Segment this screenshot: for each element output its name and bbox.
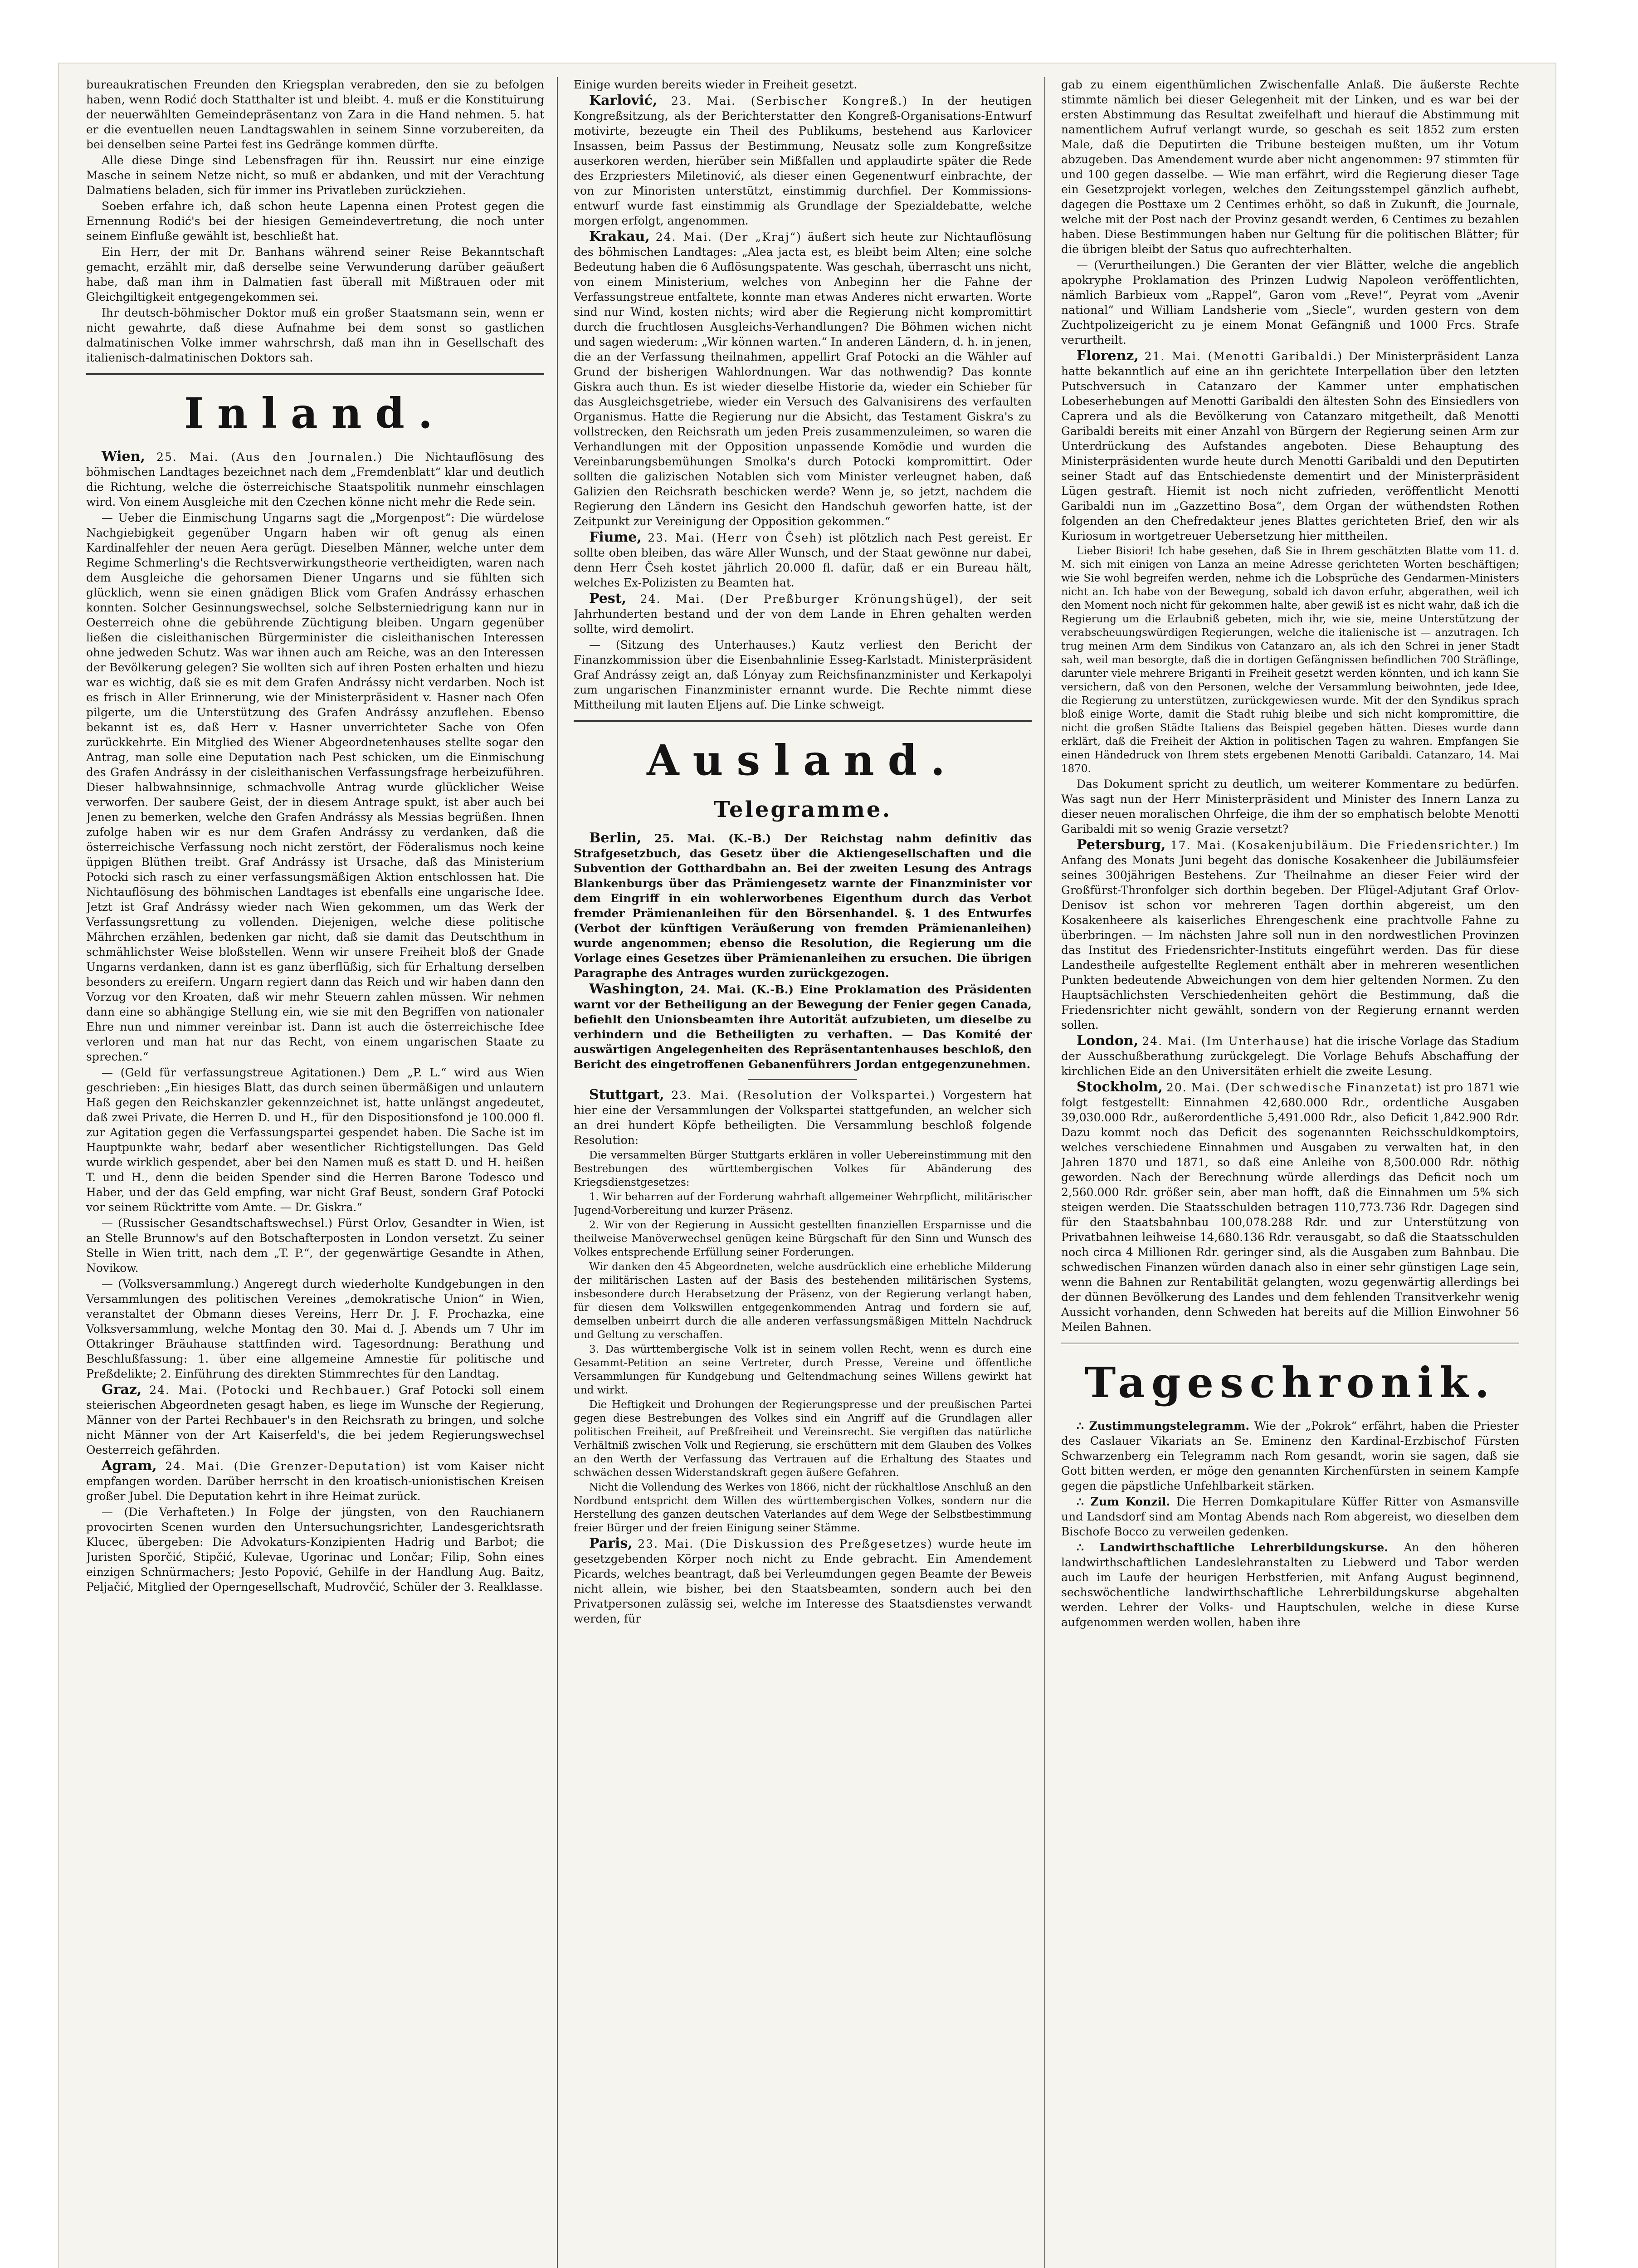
- section-heading-tageschronik: Tageschronik.: [1084, 1358, 1496, 1407]
- chronicle-text: Wie der „Pokrok“ erfährt, haben die Priester des Caslauer Vikariats an Se. Eminenz den Kardinal-Erzbischof Fürsten Schwarzenberg ein Telegramm nach Rom gesandt, worin sie sagen, daß sie Gott bitten werden, er möge den genannten Kirchenfürsten in seinem Kampfe gegen die päpstliche Unfehlbarkeit stärken.: [1061, 1419, 1519, 1492]
- dateline-date: 21. Mai. (Menotti Garibaldi.): [1144, 350, 1343, 363]
- dateline-place: Petersburg,: [1077, 837, 1166, 853]
- news-item: [1061, 1033, 1519, 1079]
- dateline-date: 24. Mai. (Der Preßburger Krönungshügel),: [640, 592, 964, 606]
- news-text: Vorgestern hat hier eine der Versammlungen der Volkspartei stattgefunden, an welcher sich an drei hundert Köpfe betheiligten. Die Versammlung beschloß folgende Resolution:: [574, 1089, 1032, 1147]
- news-item: [1061, 1080, 1519, 1334]
- resolution-text: Nicht die Vollendung des Werkes von 1866, nicht der rückhaltlose Anschluß an den Nordbund entspricht dem Willen des württembergischen Volkes, sondern nur die Herstellung des ganzen deutschen Vaterlandes auf dem Wege der Selbstbestimmung freier Bürger und der freien Einigung seiner Stämme.: [574, 1481, 1032, 1534]
- dateline-place: Stuttgart,: [589, 1087, 664, 1103]
- dateline-date: 23. Mai. (Resolution der Volkspartei.): [671, 1089, 936, 1102]
- news-item: [574, 93, 1032, 228]
- news-item: [86, 1382, 544, 1457]
- news-text: Graf Potocki soll einem steierischen Abgeordneten gesagt haben, es liege im Wunsche der Regierung, Männer von der Partei Rechbauer's in den Reichsrath zu bringen, und solche nicht Männer von der Art Kaiserfeld's, die bei jedem Regierungswechsel Oesterreich gefährden.: [86, 1383, 544, 1457]
- news-text: ist pro 1871 wie folgt festgestellt: Einnahmen 42,680.000 Rdr., ordentliche Ausgaben 39,030.000 Rdr., außerordentliche 5,491.000 Rdr., also Deficit 1,842.900 Rdr. Dazu kommt noch das Deficit des sogenannten Reichsschuldkomptoirs, welches verschiedene Einnahmen und Ausgaben zu verwalten hat, in den Jahren 1870 und 1871, so daß eine Anleihe von 8,500.000 Rdr. nöthig geworden. Nach der Berechnung würde allerdings das Deficit noch um 2,560.000 Rdr. größer sein, aber man hofft, daß die Einnahmen um 5% sich steigen werden. Die Staatsschulden betragen 110,773.736 Rdr. Dagegen sind für den Staatsbahnbau 100,078.288 Rdr. und zur Unterstützung von Privatbahnen leihweise 14,680.136 Rdr. verausgabt, so daß die Staatsschulden noch circa 4 Millionen Rdr. geringer sind, als die Ausgaben zum Bahnbau. Die schwedischen Finanzen würden danach also in einer sehr günstigen Lage sein, wenn die Bahnen zur Rentabilität gelangten, wozu gegenwärtig allerdings bei der dünnen Bevölkerung des Landes und dem fehlenden Transitverkehr wenig Aussicht vorhanden, denn Schweden hat bereits auf die Million Einwohner 56 Meilen Bahnen.: [1061, 1081, 1519, 1334]
- news-text: Die Nichtauflösung des böhmischen Landtages bezeichnet nach dem „Fremdenblatt“ klar und deutlich die Richtung, welche die österreichische Staatspolitik nunmehr einschlagen wird. Von einem Ausgleiche mit den Czechen könne nicht mehr die Rede sein.: [86, 450, 544, 508]
- news-item: — (Geld für verfassungstreue Agitationen.) Dem „P. L.“ wird aus Wien geschrieben: „Ein hiesiges Blatt, das durch seinen übermäßigen und unlautern Haß gegen den Reichskanzler gekennzeichnet ist, hatte unlängst angedeutet, daß zwei Private, die Herren D. und H., für den Dispositionsfond je 100.000 fl. zur Agitation gegen die Verfassungspartei gespendet haben. Die Sache ist im Hauptpunkte wahr, bedarf aber wesentlicher Richtigstellungen. Das Geld wurde wirklich gespendet, aber bei den Namen muß es statt D. und H. heißen T. und H., denn die beiden Spender sind die Herren Barone Todesco und Haber, und der das Geld empfing, war nicht Graf Beust, sondern Graf Potocki vor seinem Rücktritte vom Amte. — Dr. Giskra.“: [86, 1066, 544, 1214]
- chronicle-marker: ∴: [1077, 1541, 1100, 1554]
- news-text: hat die irische Vorlage das Stadium der Ausschußberathung zurückgelegt. Die Vorlage Behufs Abschaffung der kirchlichen Eide an den Universitäten erhielt die zweite Lesung.: [1061, 1035, 1519, 1078]
- dateline-place: Fiume,: [589, 529, 642, 545]
- news-text: In der heutigen Kongreßsitzung, als der Berichterstatter den Kongreß-Organisations-Entwurf motivirte, bezeugte ein Theil des Publikums, bestehend aus Karlovicer Insassen, beim Passus der Bestimmung, Neusatz solle zum Kongreßsitze auserkoren werden, hierüber sein Mißfallen und applaudirte später die Rede des Erzpriesters Miletinović, als dieser einen Gegenentwurf einbrachte, der von zur Minoristen unterstützt, einstimmig durchfiel. Der Kommissions-entwurf wurde fast einstimmig als Grundlage der Spezialdebatte, welche morgen erfolgt, angenommen.: [574, 94, 1032, 227]
- telegrams-heading: Telegramme.: [713, 797, 892, 822]
- section-rule: [1061, 1343, 1519, 1344]
- news-item: Das Dokument spricht zu deutlich, um weiterer Kommentare zu bedürfen. Was sagt nun der Herr Ministerpräsident und Minister des Innern Lanza zu dieser neuen moralischen Ohrfeige, die ihm der so emphatisch belobte Menotti Garibaldi mit so wenig Grazie versetzt?: [1061, 777, 1519, 836]
- news-item: [86, 1458, 544, 1504]
- dateline-place: Graz,: [102, 1382, 142, 1398]
- article-paragraph: Ihr deutsch-böhmischer Doktor muß ein großer Staatsmann sein, wenn er nicht gewahrte, daß diese Aufnahme bei dem sonst so gastlichen dalmatinischen Volke immer wahrschrsh, daß man ihn in Gesellschaft des italienisch-dalmatinischen Doktors sah.: [86, 306, 544, 364]
- dateline-place: Krakau,: [589, 229, 650, 244]
- resolution-text: 2. Wir von der Regierung in Aussicht gestellten finanziellen Ersparnisse und die theilweise Manöverwechsel genügen keine Bürgschaft für den Sinn und Wunsch des Volkes entsprechende Erfüllung seiner Forderungen.: [574, 1219, 1032, 1258]
- article-paragraph: Alle diese Dinge sind Lebensfragen für ihn. Reussirt nur eine einzige Masche in seinem Netze nicht, so muß er abdanken, und mit der Verachtung Dalmatiens beladen, sich für immer ins Privatleben zurückziehen.: [86, 154, 544, 197]
- news-item: — (Volksversammlung.) Angeregt durch wiederholte Kundgebungen in den Versammlungen des politischen Vereines „demokratische Union“ in Wien, veranstaltet der Obmann dieses Vereins, Herr Dr. J. F. Prochazka, eine Volksversammlung, welche Montag den 30. Mai d. J. Abends um 7 Uhr im Ottakringer Bräuhause stattfinden wird. Tagesordnung: Berathung und Beschlußfassung: 1. über eine allgemeine Amnestie für politische und Preßdelikte; 2. Einführung des direkten Stimmrechtes für den Landtag.: [86, 1277, 544, 1380]
- section-heading-ausland: Ausland.: [647, 736, 959, 785]
- dateline-date: 24. Mai. (Die Grenzer-Deputation): [165, 1460, 407, 1473]
- letter-text: Lieber Bisiori! Ich habe gesehen, daß Sie in Ihrem geschätzten Blatte vom 11. d. M. sich mit einigen von Lanza an meine Adresse gerichteten Worten beschäftigen; wie Sie wohl begreifen werden, nehme ich die Lobsprüche des Gendarmen-Ministers nicht an. Ich habe von der Bewegung, sobald ich davon erfuhr, abgerathen, weil ich den Moment noch nicht für gekommen halte, aber gewiß ist es nicht wahr, daß ich die Regierung um die Erlaubniß gebeten, mich ihr, wie sie, meine Unterstützung der verabscheuungswürdigen Regierungen, welche die italienische ist — anzutragen. Ich trug meinen Arm dem Sindikus von Catanzaro an, als ich den Schrei in jener Stadt sah, weil man besorgte, daß die in dortigen Gefängnissen befindlichen 700 Sträflinge, darunter viele mehrere Briganti in Freiheit gesetzt werden könnten, und ich kann Sie versichern, daß von den Personen, welche der Versammlung beiwohnten, jede Idee, die Regierung zu unterstützen, zurückgewiesen wurde. Mit der den Syndikus sprach bloß einige Worte, damit die Stadt ruhig bleibe und sich nicht kompromittire, die nicht die großen Städte Italiens das Beispiel gegeben hätten. Dieses wurde dann erklärt, daß die Freiheit der Aktion in politischen Tagen zu wahren. Empfangen Sie einen Händedruck von Ihrem stets ergebenen Menotti Garibaldi. Catanzaro, 14. Mai 1870.: [1061, 545, 1519, 775]
- dateline-place: Paris,: [589, 1535, 633, 1551]
- dateline-date: 25. Mai. (Aus den Journalen.): [156, 450, 383, 464]
- column-rule: [1044, 77, 1045, 2268]
- chronicle-text: Die Herren Domkapitulare Küffer Ritter von Asmansville und Landsdorf sind am Montag Abends nach Rom abgereist, wo dieselben dem Bischofe Bocco zu verweilen gedenken.: [1061, 1495, 1519, 1538]
- dateline-date: 20. Mai. (Der schwedische Finanzetat): [1166, 1081, 1423, 1094]
- dateline-date: 23. Mai. (Die Diskussion des Preßgesetzes): [638, 1537, 933, 1550]
- section-rule: [574, 720, 1032, 722]
- section-heading-inland: Inland.: [184, 389, 446, 438]
- news-item: [86, 449, 544, 509]
- dateline-place: Stockholm,: [1077, 1079, 1163, 1095]
- chronicle-item: [1061, 1494, 1519, 1539]
- news-item: [574, 530, 1032, 590]
- chronicle-item: [1061, 1418, 1519, 1493]
- news-item: [574, 1087, 1032, 1148]
- dateline-place: Washington,: [589, 981, 684, 997]
- dateline-place: Karlović,: [589, 93, 658, 108]
- section-rule: [86, 373, 544, 375]
- telegram-text: Der Reichstag nahm definitiv das Strafgesetzbuch, das Gesetz über die Aktiengesellschaften und die Subvention der Gotthardbahn an. Bei der zweiten Lesung des Antrags Blankenburgs über das Prämiengesetz warnte der Finanzminister vor dem Eingriff in ein wohlerworbenes Eigenthum durch das Verbot fremder Prämienanleihen für den Börsenhandel. §. 1 des Entwurfes (Verbot der künftigen Veräußerung von fremden Prämienanleihen) wurde angenommen; ebenso die Resolution, die Regierung um die Vorlage eines Gesetzes über Prämienanleihen zu ersuchen. Die übrigen Paragraphe des Antrages wurden zurückgezogen.: [574, 832, 1032, 980]
- article-paragraph: Einige wurden bereits wieder in Freiheit gesetzt.: [574, 78, 858, 91]
- newspaper-page: [59, 64, 1555, 2268]
- news-text: äußert sich heute zur Nichtauflösung des böhmischen Landtages: „Alea jacta est, es bleibt beim Alten; eine solche Bedeutung haben die 6 Auflösungspatente. Was geschah, überrascht uns nicht, von einem Ministerium, welches von Anbeginn her die Fahne der Verfassungstreue entfaltete, konnte man etwas Anderes nicht erwarten. Worte sind nur Wind, kosten nichts; wird aber die Regierung nicht kompromittirt durch die fruchtlosen Ausgleichs-Verhandlungen? Die Böhmen wichen nicht und sagen wiederum: „Wir können warten.“ In anderen Ländern, d. h. in jenen, die an der Verfassung theilnahmen, appellirt Graf Potocki an die Wähler auf Grund der bisherigen Wahlordnungen. War das nothwendig? Das konnte Giskra auch thun. Es ist wieder dieselbe Historie da, wieder ein Schieber für das Ausgleichsgetriebe, wieder ein Versuch des Galvanisirens des verfaulten Organismus. Hatte die Regierung nur die Absicht, das Testament Giskra's zu vollstrecken, den Reichsrath um jeden Preis zusammenzuleimen, so waren die Verhandlungen mit der Opposition unpassende Komödie und wurden die Vereinbarungsbemühungen Smolka's durch Potocki kompromittirt. Oder sollten die galizischen Notablen sich vom Minister verleugnet haben, daß Galizien den Reichsrath beschicken werde? Wenn je, so jetzt, nachdem die Regierung den Ländern ins Gesicht den Handschuh geworfen hatte, ist der Zeitpunkt zur Vereinigung der Opposition gekommen.“: [574, 230, 1032, 528]
- article-paragraph: Ein Herr, der mit Dr. Banhans während seiner Reise Bekanntschaft gemacht, erzählt mir, daß derselbe seine Verwunderung darüber geäußert habe, daß man ihm in Dalmatien fast überall mit Mißtrauen oder mit Gleichgiltigkeit entgegengekommen sei.: [86, 245, 544, 303]
- dateline-place: Berlin,: [589, 830, 642, 846]
- article-paragraph: Soeben erfahre ich, daß schon heute Lapenna einen Protest gegen die Ernennung Rodić's bei der hiesigen Gemeindevertretung, die noch unter seinem Einfluße gewählt ist, beschließt hat.: [86, 200, 544, 243]
- telegram-item: [574, 831, 1032, 981]
- column-2: [574, 77, 1032, 2268]
- dateline-date: 23. Mai. (Herr von Čseh): [648, 531, 823, 544]
- column-3: [1061, 77, 1519, 2268]
- news-item: [574, 591, 1032, 636]
- chronicle-item: [1061, 1540, 1519, 1630]
- chronicle-marker: ∴: [1077, 1419, 1089, 1432]
- dateline-date: 24. Mai. (Der „Kraj“): [655, 230, 802, 244]
- news-text: Der Ministerpräsident Lanza hatte bekanntlich auf eine an ihn gerichtete Interpellation über den letzten Putschversuch in Catanzaro der Kammer unter emphatischen Lobeserhebungen auf Menotti Garibaldi den ältesten Sohn des Einsiedlers von Caprera und als die Bevölkerung von Catanzaro mitgetheilt, daß Menotti Garibaldi bereits mit einer Anzahl von Bürgern der Regierung seinen Arm zur Unterdrückung des Aufstandes angeboten. Diese Behauptung des Ministerpräsidenten wurde heute durch Menotti Garibaldi und den Deputirten seiner Stadt auf das Entschiedenste dementirt und der Ministerpräsident Lügen gestraft. Hiemit ist noch nicht zufrieden, veröffentlicht Menotti Garibaldi nun im „Gazzettino Bosa“, dem Organ der wüthendsten Rothen folgenden an den Chefredakteur jenes Blattes gerichteten Brief, den wir als Kuriosum in wortgetreuer Uebersetzung hier mittheilen.: [1061, 350, 1519, 543]
- chronicle-title: Landwirthschaftliche Lehrerbildungskurse.: [1100, 1541, 1388, 1554]
- telegram-text: Eine Proklamation des Präsidenten warnt vor der Betheiligung an der Bewegung der Fenier gegen Canada, befiehlt den Unionsbeamten ihre Autorität aufzubieten, um dieselbe zu verhindern und die Betheiligten zu verhaften. — Das Komité der auswärtigen Angelegenheiten des Repräsentantenhauses beschloß, den Bericht des eingetroffenen Gebanenführers Jordan entgegenzunehmen.: [574, 983, 1032, 1071]
- telegram-item: [574, 982, 1032, 1072]
- dateline-date: 24. Mai. (Im Unterhause): [1142, 1035, 1311, 1048]
- dateline-date: 17. Mai. (Kosakenjubiläum. Die Friedensrichter.): [1170, 839, 1500, 852]
- dateline-date: 24. Mai. (K.-B.): [690, 983, 794, 996]
- divider: [748, 1079, 857, 1080]
- news-item: [1061, 348, 1519, 543]
- news-item: — (Russischer Gesandtschaftswechsel.) Fürst Orlov, Gesandter in Wien, ist an Stelle Brunnow's auf den Botschafterposten in London versetzt. Zu seiner Stelle in Wien tritt, nach dem „T. P.“, der gegenwärtige Gesandte in Athen, Novikow.: [86, 1217, 544, 1275]
- chronicle-title: Zustimmungstelegramm.: [1089, 1419, 1250, 1432]
- news-text: ist plötzlich nach Pest gereist. Er sollte oben bleiben, das wäre Aller Wunsch, und der Staat gewönne nur dabei, denn Herr Čseh kostet jährlich 20.000 fl. dafür, daß er ein Bureau hält, welches Ex-Polizisten zu Beamten hat.: [574, 531, 1032, 589]
- news-text: wurde heute im gesetzgebenden Körper noch nicht zu Ende gebracht. Ein Amendement Picards, welches beantragt, daß bei Verleumdungen gegen Beamte der Beweis nicht allein, wie bisher, bei den Staatsbeamten, sondern auch bei den Privatpersonen zulässig sei, welche im Interesse des Staatsdienstes verwandt werden, für: [574, 1537, 1032, 1625]
- news-item: — (Sitzung des Unterhauses.) Kautz verliest den Bericht der Finanzkommission über die Eisenbahnlinie Esseg-Karlstadt. Ministerpräsident Graf Andrássy zeigt an, daß Lónyay zum Reichsfinanzminister und Kerkapolyi zum ungarischen Finanzminister ernannt wurde. Die Rechte nimmt diese Mittheilung mit lauten Eljens auf. Die Linke schweigt.: [574, 638, 1032, 711]
- resolution-text: 1. Wir beharren auf der Forderung wahrhaft allgemeiner Wehrpflicht, militärischer Jugend-Vorbereitung und kurzer Präsenz.: [574, 1191, 1032, 1217]
- dateline-date: 23. Mai. (Serbischer Kongreß.): [671, 94, 908, 108]
- resolution-text: Wir danken den 45 Abgeordneten, welche ausdrücklich eine erhebliche Milderung der militärischen Lasten auf der Basis des bestehenden militärischen Systems, insbesondere durch Herabsetzung der Präsenz, von der Regierung verlangt haben, für diesen dem Volkswillen entgegenkommenden Antrag und fordern sie auf, demselben unbeirrt durch die alle anderen verfassungsmäßigen Mitteln Nachdruck und Geltung zu verschaffen.: [574, 1261, 1032, 1341]
- resolution-text: 3. Das württembergische Volk ist in seinem vollen Recht, wenn es durch eine Gesammt-Petition an seine Vertreter, durch Presse, Vereine und öffentliche Versammlungen für Kundgebung und Geltendmachung seines Willens gewirkt hat und wirkt.: [574, 1344, 1032, 1396]
- article-paragraph: gab zu einem eigenthümlichen Zwischenfalle Anlaß. Die äußerste Rechte stimmte nämlich bei dieser Gelegenheit mit der Linken, und es war bei der ersten Abstimmung das Resultat zweifelhaft und hierauf die Abstimmung mit namentlichem Aufruf verlangt wurde, so geschah es seit 1852 zum ersten Male, daß die Deputirten die Tribune besteigen mußten, um ihr Votum abzugeben. Das Amendement wurde aber nicht angenommen: 97 stimmten für und 100 gegen dasselbe. — Wie man erfährt, wird die Regierung dieser Tage ein Gesetzprojekt vorlegen, welches den Zeitungsstempel gänzlich aufhebt, dagegen die Posttaxe um 2 Centimes erhöht, so daß in Zukunft, die Journale, welche mit der Post nach der Provinz gesandt werden, 6 Centimes zu bezahlen haben. Diese Bestimmungen haben nur Geltung für die politischen Blätter; für die übrigen bleibt der Satus quo aufrechterhalten.: [1061, 78, 1519, 256]
- news-item: [1061, 837, 1519, 1032]
- column-rule: [557, 77, 558, 2268]
- dateline-date: 25. Mai. (K.-B.): [654, 832, 771, 845]
- chronicle-marker: ∴: [1077, 1495, 1091, 1508]
- resolution-text: Die versammelten Bürger Stuttgarts erklären in voller Uebereinstimmung mit den Bestrebungen des württembergischen Volkes für Abänderung des Kriegsdienstgesetzes:: [574, 1149, 1032, 1188]
- news-text: ist vom Kaiser nicht empfangen worden. Darüber herrscht in den kroatisch-unionistischen Kreisen großer Jubel. Die Deputation kehrt in ihre Heimat zurück.: [86, 1460, 544, 1503]
- chronicle-title: Zum Konzil.: [1090, 1495, 1170, 1508]
- news-item: — Ueber die Einmischung Ungarns sagt die „Morgenpost“: Die würdelose Nachgiebigkeit gegenüber Ungarn haben wir oft genug als einen Kardinalfehler der neuen Aera gerügt. Dieselben Männer, welche unter dem Regime Schmerling's die Rechtsverwirkungstheorie vertheidigten, waren nach dem Ausgleiche die gehorsamen Diener Ungarns und sie fühlten sich glücklich, wenn sie einen gnädigen Blick vom Grafen Andrássy erhaschen konnten. Solcher Gesinnungswechsel, solche Selbsterniedrigung kann nur in Oesterreich ohne die gebührende Züchtigung bleiben. Ungarn gegenüber ließen die cisleithanischen Bürgerminister die cisleithanischen Interessen ohne jedweden Schutz. Was war ihnen auch am Reiche, was an den Interessen der Bevölkerung gelegen? Sie wollten sich auf ihren Posten erhalten und hiezu war es wichtig, daß sie es mit dem Grafen Andrássy nicht verdarben. Noch ist es frisch in Aller Erinnerung, wie der Ministerpräsident v. Hasner nach Ofen pilgerte, um die Unterstützung des Grafen Andrássy anzuflehen. Ebenso bekannt ist es, daß Herr v. Hasner unverrichteter Sache von Ofen zurückkehrte. Ein Mitglied des Wiener Abgeordnetenhauses stellte sogar den Antrag, man solle eine Deputation nach Pest schicken, um die Einmischung des Grafen Andrássy in der cisleithanischen Verfassungsfrage herbeizuführen. Dieser halbwahnsinnige, schmachvolle Antrag wurde glücklicher Weise verworfen. Der saubere Geist, der in diesem Antrage spukt, ist aber auch bei Jenen zu bemerken, welche den Grafen Andrássy als Messias begrüßen. Ihnen zufolge haben wir es nur dem Grafen Andrássy zu verdanken, daß die österreichische Verfassung noch nicht zerstört, der Föderalismus noch keine üppigen Blüthen treibt. Graf Andrássy ist Ursache, daß das Ministerium Potocki sich rasch zu einer verfassungsmäßigen Aktion entschlossen hat. Die Nichtauflösung des böhmischen Landtages ist ebenfalls eine ungarische Idee. Jetzt ist Graf Andrássy wieder nach Wien gekommen, um das Werk der Verfassungsrettung zu vollenden. Diejenigen, welche diese politische Mährchen erzählen, bedenken gar nicht, daß sie damit das Deutschthum in schmählichster Weise bloßstellen. Wenn wir unsere Freiheit bloß der Gnade Ungarns verdanken, dann ist es ganz überflüßig, sich für Erhaltung derselben besonders zu ereifern. Ungarn regiert dann das Reich und wir haben dann den Vorzug vor den Kroaten, daß wir mehr Steuern zahlen müssen. Wir nehmen dann eine so abhängige Stellung ein, wie sie mit den Begriffen von nationaler Ehre nun und nimmer vereinbar ist. Dann ist auch die österreichische Idee verloren und man hat nur das Recht, von einem ungarischen Staate zu sprechen.“: [86, 511, 544, 1063]
- news-item: — (Verurtheilungen.) Die Geranten der vier Blätter, welche die angeblich apokryphe Proklamation des Prinzen Ludwig Napoleon veröffentlichten, nämlich Barbieux vom „Rappel“, Garon vom „Reve!“, Peyrat vom „Avenir national“ und William Landsherie vom „Siecle“, wurden gestern von dem Zuchtpolizeigericht zu je einem Monat Gefängniß und 1000 Frcs. Strafe verurtheilt.: [1061, 259, 1519, 347]
- chronicle-text: An den höheren landwirthschaftlichen Landeslehranstalten zu Liebwerd und Tabor werden auch im Laufe der heurigen Herbstferien, mit Anfang August beginnend, sechswöchentliche landwirthschaftliche Lehrerbildungskurse abgehalten werden. Lehrer der Volks- und Hauptschulen, welche in diese Kurse aufgenommen werden wollen, haben ihre: [1061, 1541, 1519, 1629]
- news-item: [574, 1536, 1032, 1626]
- dateline-place: London,: [1077, 1033, 1139, 1049]
- news-item: — (Die Verhafteten.) In Folge der jüngsten, von den Rauchianern provocirten Scenen wurden den Untersuchungsrichter, Landesgerichtsrath Klucec, übergeben: Die Advokaturs-Konzipienten Hadrig und Barbot; die Juristen Sporčić, Stipčić, Kulevae, Ugorinac und Lončar; Filip, Sohn eines einzigen Schnürmachers; Jesto Popović, Gehilfe in der Handlung Aug. Baitz, Peljačić, Mitglied der Operngesellschaft, Mudrovčić, Schüler der 3. Realklasse.: [86, 1505, 544, 1593]
- news-text: der seit Jahrhunderten bestand und der von dem Lande in Ehren gehalten werden sollte, wird demolirt.: [574, 592, 1032, 635]
- dateline-place: Pest,: [589, 591, 627, 606]
- dateline-place: Wien,: [102, 449, 145, 464]
- column-1: [86, 77, 544, 2268]
- news-text: Im Anfang des Monats Juni begeht das donische Kosakenheer die Jubiläumsfeier seines 300jährigen Bestehens. Zur Theilnahme an dieser Feier wird der Großfürst-Thronfolger sich dorthin begeben. Der Flügel-Adjutant Graf Orlov-Denisov ist schon vor mehreren Tagen dorthin abgereist, um den Kosakenheere als kaiserliches Ehrengeschenk eine prachtvolle Fahne zu überbringen. — Im nächsten Jahre soll nun in den nordwestlichen Provinzen das Institut des Friedensrichter-Instituts eingeführt werden. Das für diese Landestheile aufgestellte Reglement enthält aber in mehreren wesentlichen Punkten bedeutende Abweichungen von dem hier geltenden Normen. Zu den Hauptsächlichsten Verschiedenheiten gehört die Bestimmung, daß die Friedensrichter nicht gewählt, sondern von der Regierung ernannt werden sollen.: [1061, 839, 1519, 1031]
- dateline-place: Agram,: [102, 1458, 157, 1474]
- news-item: [574, 229, 1032, 529]
- dateline-date: 24. Mai. (Potocki und Rechbauer.): [149, 1383, 391, 1397]
- dateline-place: Florenz,: [1077, 348, 1139, 364]
- article-paragraph: bureaukratischen Freunden den Kriegsplan verabreden, den sie zu befolgen haben, wenn Rodić doch Statthalter ist und bleibt. 4. muß er die Konstituirung der neuerwählten Gemeindepräsentanz von Zara in die Hand nehmen. 5. hat er die eventuellen neuen Landtagswahlen in seinem Sinne vorzubereiten, da bei denselben seine Partei fest ins Gedränge kommen dürfte.: [86, 78, 544, 151]
- resolution-text: Die Heftigkeit und Drohungen der Regierungspresse und der preußischen Partei gegen diese Bestrebungen des Volkes sind ein Angriff auf die Grundlagen aller politischen Freiheit, auf Preßfreiheit und Vereinsrecht. Sie vergiften das natürliche Verhältniß zwischen Volk und Regierung, sie erschüttern mit dem Glauben des Volkes an den Werth der Verfassung das Vertrauen auf die Erhaltung des Staates und schwächen dessen Widerstandskraft gegen äußere Gefahren.: [574, 1399, 1032, 1479]
